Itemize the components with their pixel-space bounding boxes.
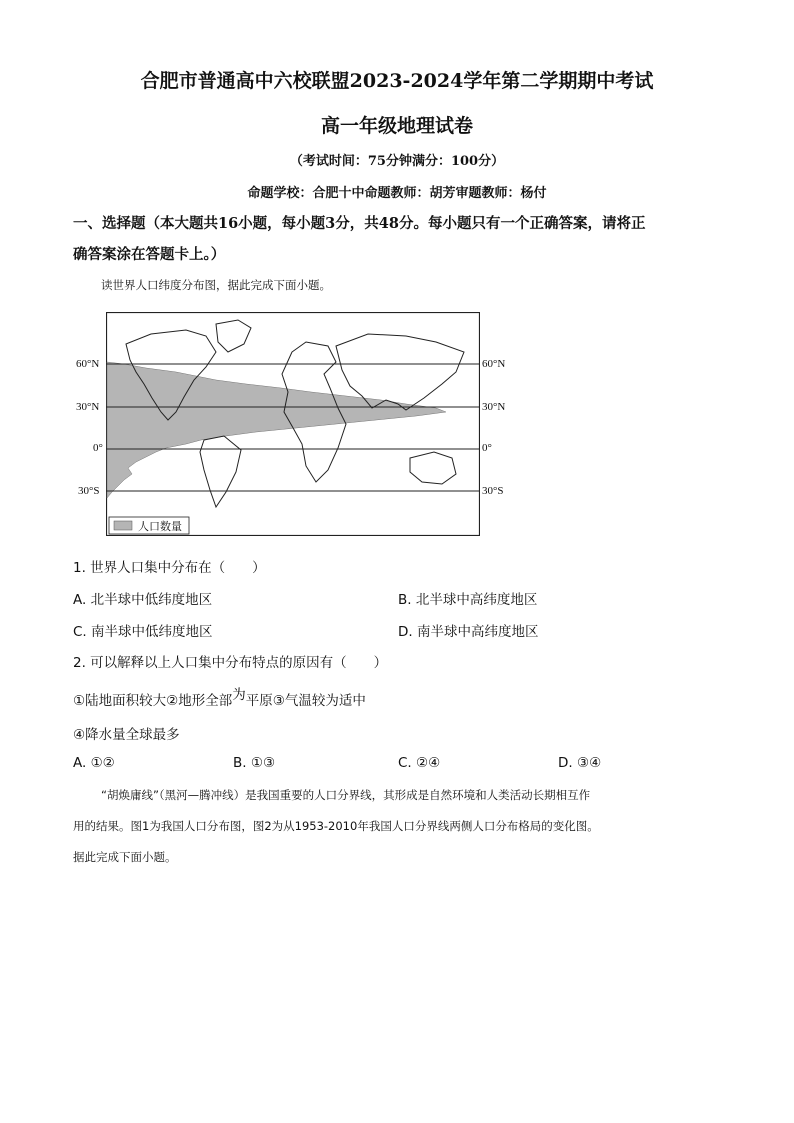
lat-label-left-30s: 30°S [78,485,100,497]
lat-label-left-0: 0° [93,442,103,454]
lat-label-left-60n: 60°N [76,358,100,370]
question-2-stem: 2. 可以解释以上人口集中分布特点的原因有（ ） [73,655,388,671]
statement-part-b: 平原③气温较为适中 [245,693,366,709]
legend-label: 人口数量 [138,520,182,533]
question-2-option-d[interactable]: D. ③④ [558,755,602,771]
statement-superscript: 为 [232,687,246,703]
exam-title: 合肥市普通高中六校联盟2023-2024学年第二学期期中考试 [140,70,654,92]
question-1-option-b[interactable]: B. 北半球中高纬度地区 [398,592,538,608]
lat-label-right-60n: 60°N [482,358,506,370]
question-2-option-c[interactable]: C. ②④ [398,755,441,771]
question-1-option-a[interactable]: A. 北半球中低纬度地区 [73,592,213,608]
question-1-option-c[interactable]: C. 南半球中低纬度地区 [73,624,213,640]
question-1-option-d[interactable]: D. 南半球中高纬度地区 [398,624,539,640]
lat-label-right-30n: 30°N [482,401,506,413]
section-heading-line1: 一、选择题（本大题共16小题，每小题3分，共48分。每小题只有一个正确答案，请将正 [73,215,646,232]
question-2-option-a[interactable]: A. ①② [73,755,115,771]
passage-line1: “胡焕庸线”（黑河—腾冲线）是我国重要的人口分界线，其形成是自然环境和人类活动长期相互作 [101,788,591,802]
legend-swatch [114,521,132,530]
question-2-option-b[interactable]: B. ①③ [233,755,276,771]
passage-line2: 用的结果。图1为我国人口分布图，图2为从1953-2010年我国人口分界线两侧人口分布格局的变化图。 [73,819,599,833]
map-svg [106,312,480,536]
world-population-map [106,312,480,536]
lat-label-left-30n: 30°N [76,401,100,413]
question-2-statement-line2: ④降水量全球最多 [73,727,180,743]
question-1-stem: 1. 世界人口集中分布在（ ） [73,560,266,576]
question-2-statement-line1 [73,689,366,709]
lat-label-right-0: 0° [482,442,492,454]
intro-text: 读世界人口纬度分布图，据此完成下面小题。 [101,278,331,292]
lat-label-right-30s: 30°S [482,485,504,497]
exam-authors: 命题学校：合肥十中命题教师：胡芳审题教师：杨付 [247,186,547,201]
exam-time: （考试时间：75分钟满分：100分） [289,154,505,169]
passage-line3: 据此完成下面小题。 [73,850,177,864]
statement-part-a: ①陆地面积较大②地形全部 [73,693,233,709]
exam-subtitle: 高一年级地理试卷 [320,115,473,137]
section-heading-line2: 确答案涂在答题卡上。） [73,246,226,263]
